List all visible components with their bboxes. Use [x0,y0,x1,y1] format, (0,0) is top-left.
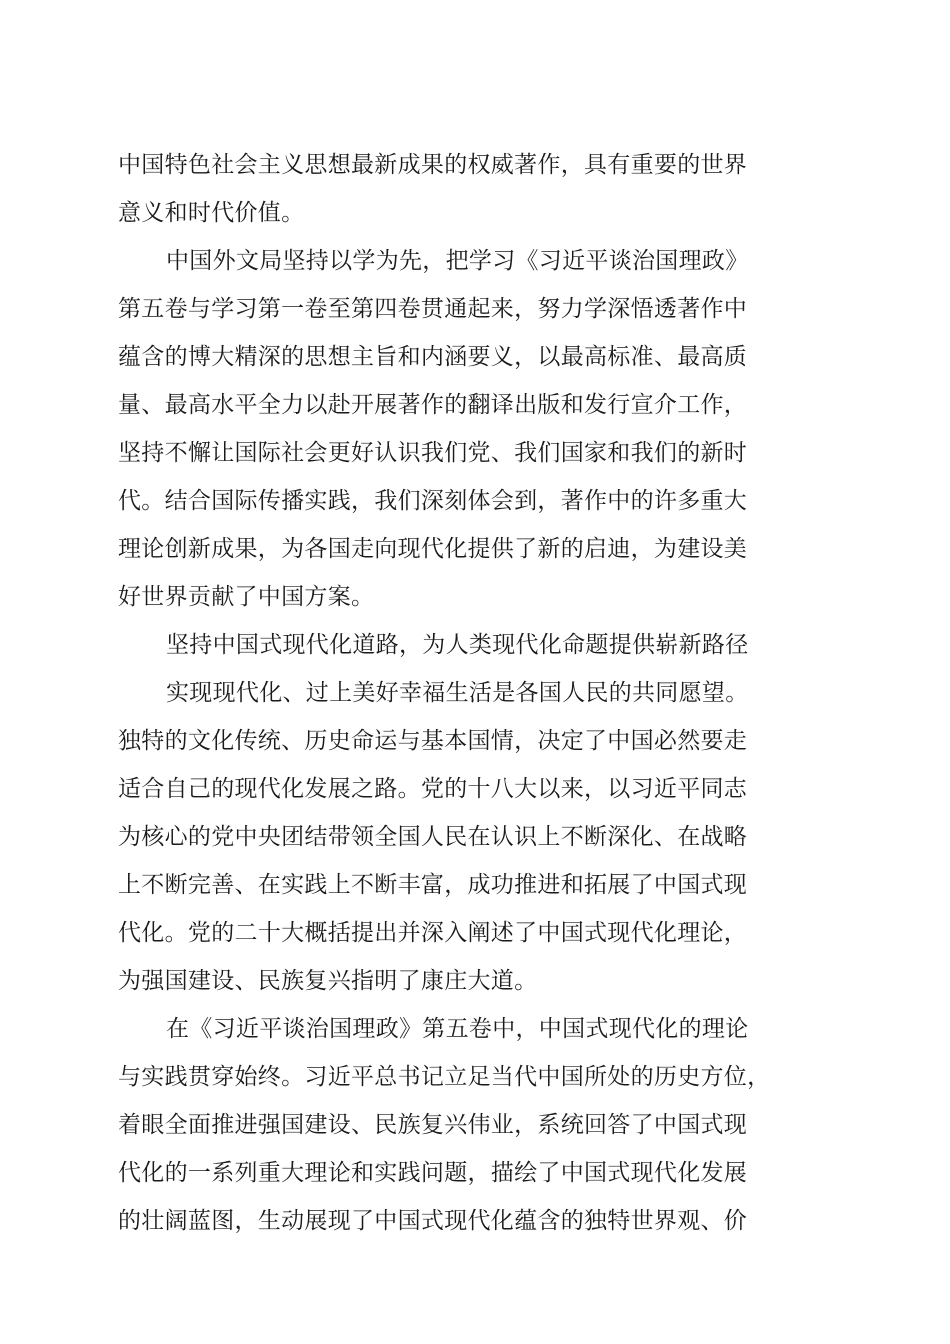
text-line: 蕴含的博大精深的思想主旨和内涵要义，以最高标准、最高质 [118,344,748,370]
text-line: 上不断完善、在实践上不断丰富，成功推进和拓展了中国式现 [118,872,748,898]
text-line: 好世界贡献了中国方案。 [118,584,375,610]
text-line: 代化的一系列重大理论和实践问题，描绘了中国式现代化发展 [118,1160,748,1186]
section-heading: 坚持中国式现代化道路，为人类现代化命题提供崭新路径 [166,632,749,658]
text-line: 为核心的党中央团结带领全国人民在认识上不断深化、在战略 [118,824,748,850]
paragraph-start-line: 中国外文局坚持以学为先，把学习《习近平谈治国理政》 [166,248,749,274]
text-line: 的壮阔蓝图，生动展现了中国式现代化蕴含的独特世界观、价 [118,1208,748,1234]
text-line: 理论创新成果，为各国走向现代化提供了新的启迪，为建设美 [118,536,748,562]
paragraph-start-line: 在《习近平谈治国理政》第五卷中，中国式现代化的理论 [166,1016,749,1042]
text-line: 坚持不懈让国际社会更好认识我们党、我们国家和我们的新时 [118,440,748,466]
text-line: 适合自己的现代化发展之路。党的十八大以来，以习近平同志 [118,776,748,802]
text-line: 第五卷与学习第一卷至第四卷贯通起来，努力学深悟透著作中 [118,296,748,322]
paragraph-start-line: 实现现代化、过上美好幸福生活是各国人民的共同愿望。 [166,680,749,706]
text-line: 与实践贯穿始终。习近平总书记立足当代中国所处的历史方位， [118,1064,771,1090]
text-line: 中国特色社会主义思想最新成果的权威著作，具有重要的世界 [118,152,748,178]
text-line: 为强国建设、民族复兴指明了康庄大道。 [118,968,538,994]
text-line: 意义和时代价值。 [118,200,305,226]
text-line: 量、最高水平全力以赴开展著作的翻译出版和发行宣介工作， [118,392,748,418]
text-line: 着眼全面推进强国建设、民族复兴伟业，系统回答了中国式现 [118,1112,748,1138]
text-line: 代化。党的二十大概括提出并深入阐述了中国式现代化理论， [118,920,748,946]
text-line: 独特的文化传统、历史命运与基本国情，决定了中国必然要走 [118,728,748,754]
text-line: 代。结合国际传播实践，我们深刻体会到，著作中的许多重大 [118,488,748,514]
body-text [118,141,830,1245]
